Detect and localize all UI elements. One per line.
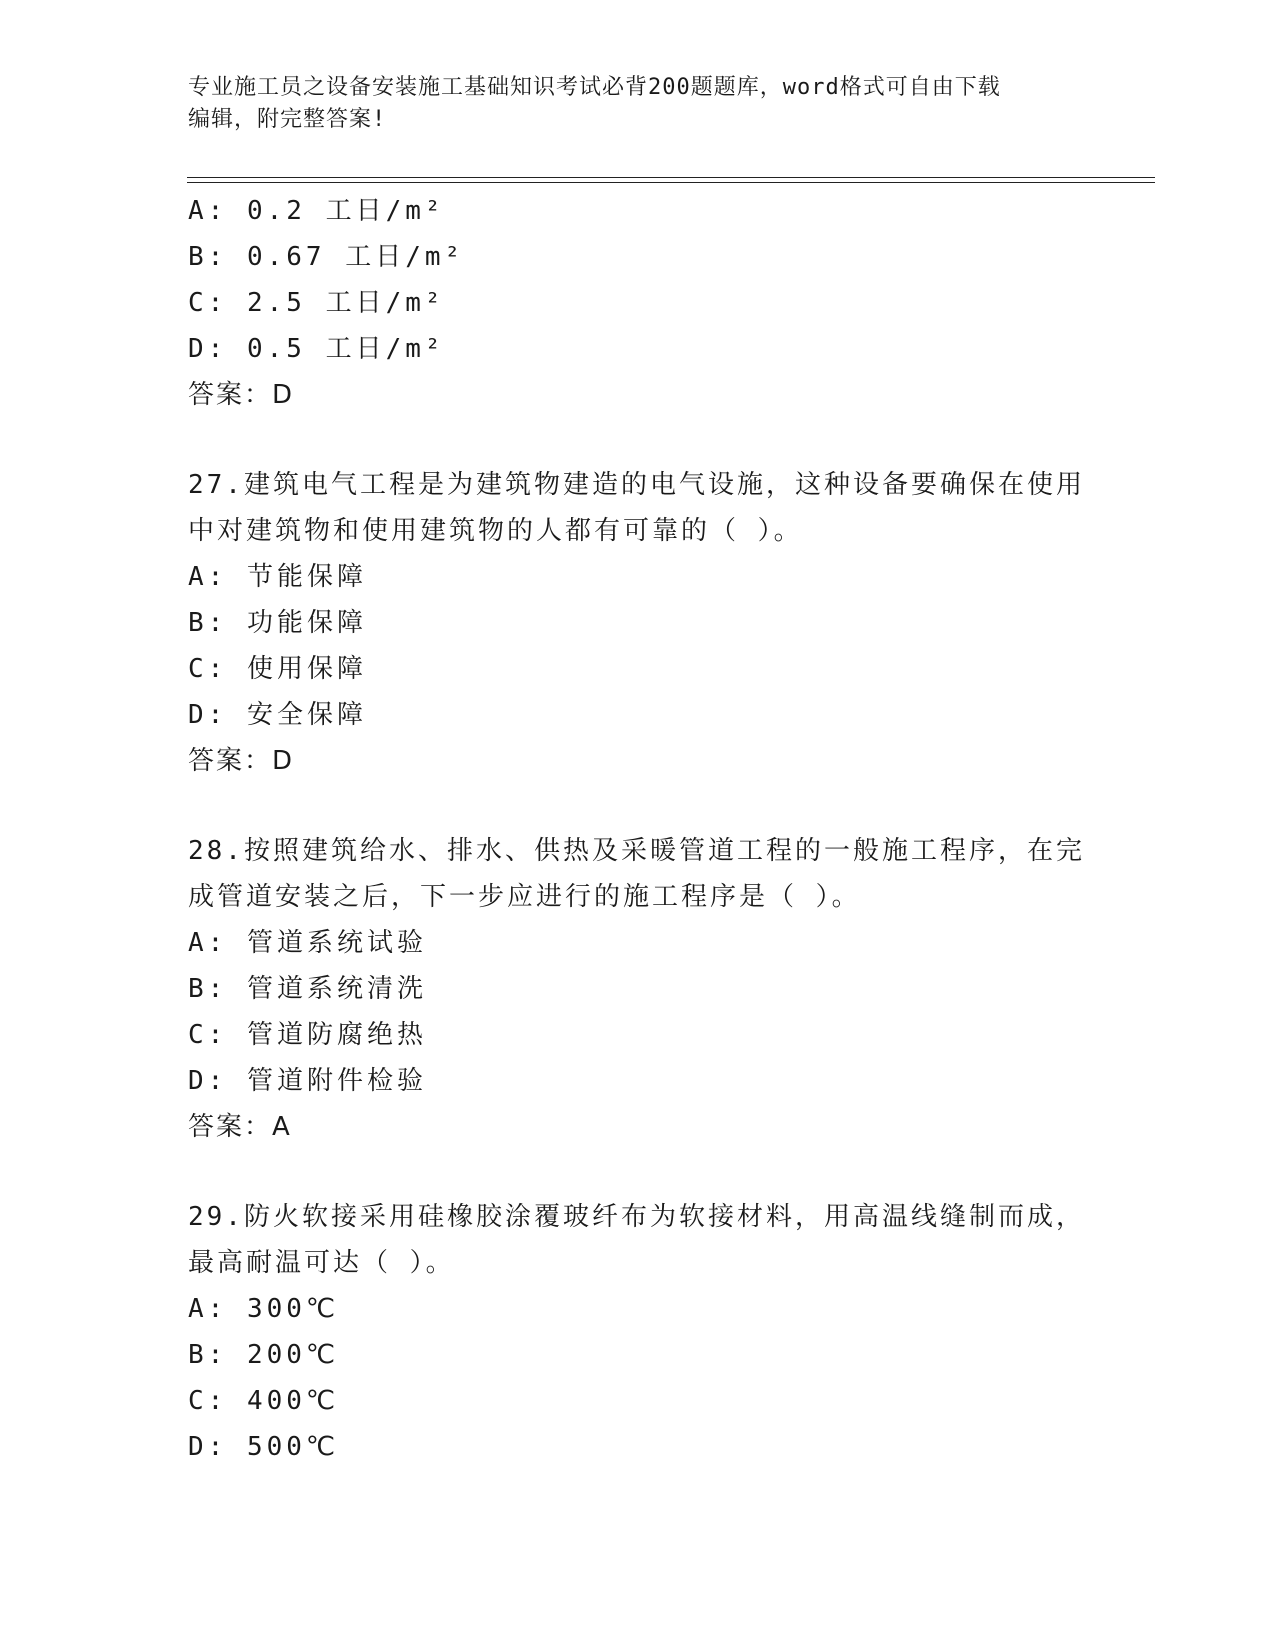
spacer <box>188 784 1088 828</box>
question-27 <box>188 462 1088 784</box>
question-27-answer: 答案：D <box>188 746 295 776</box>
document-header <box>188 72 1088 136</box>
question-26-option-b: B: 0.67 工日/m² <box>188 242 465 272</box>
question-27-option-b: B: 功能保障 <box>188 608 367 638</box>
question-28-answer: 答案：A <box>188 1112 292 1142</box>
question-28-option-a: A: 管道系统试验 <box>188 928 427 958</box>
question-27-option-c: C: 使用保障 <box>188 654 367 684</box>
question-26 <box>188 188 1088 418</box>
question-28 <box>188 828 1088 1150</box>
question-29-option-c: C: 400℃ <box>188 1386 340 1416</box>
question-28-option-c: C: 管道防腐绝热 <box>188 1020 427 1050</box>
question-list <box>188 188 1088 1470</box>
spacer <box>188 1150 1088 1194</box>
header-title-line-1: 专业施工员之设备安装施工基础知识考试必背200题题库，word格式可自由下载 <box>188 75 1001 100</box>
question-27-option-d: D: 安全保障 <box>188 700 367 730</box>
question-28-option-b: B: 管道系统清洗 <box>188 974 427 1004</box>
question-28-text-line-1: 28.按照建筑给水、排水、供热及采暖管道工程的一般施工程序，在完 <box>188 836 1085 866</box>
question-29 <box>188 1194 1088 1470</box>
question-26-option-d: D: 0.5 工日/m² <box>188 334 445 364</box>
header-divider-bottom <box>187 182 1155 183</box>
question-28-option-d: D: 管道附件检验 <box>188 1066 427 1096</box>
question-27-text-line-2: 中对建筑物和使用建筑物的人都有可靠的（ ）。 <box>188 516 803 546</box>
question-27-option-a: A: 节能保障 <box>188 562 367 592</box>
header-title-line-2: 编辑，附完整答案! <box>188 107 387 132</box>
question-28-text-line-2: 成管道安装之后，下一步应进行的施工程序是（ ）。 <box>188 882 861 912</box>
question-26-answer: 答案：D <box>188 380 295 410</box>
question-29-option-a: A: 300℃ <box>188 1294 340 1324</box>
spacer <box>188 418 1088 462</box>
question-29-option-b: B: 200℃ <box>188 1340 340 1370</box>
question-26-option-c: C: 2.5 工日/m² <box>188 288 445 318</box>
header-divider-top <box>187 177 1155 178</box>
question-29-text-line-2: 最高耐温可达（ ）。 <box>188 1248 455 1278</box>
question-29-option-d: D: 500℃ <box>188 1432 340 1462</box>
question-27-text-line-1: 27.建筑电气工程是为建筑物建造的电气设施，这种设备要确保在使用 <box>188 470 1085 500</box>
question-29-text-line-1: 29.防火软接采用硅橡胶涂覆玻纤布为软接材料，用高温线缝制而成， <box>188 1202 1085 1232</box>
question-26-option-a: A: 0.2 工日/m² <box>188 196 445 226</box>
